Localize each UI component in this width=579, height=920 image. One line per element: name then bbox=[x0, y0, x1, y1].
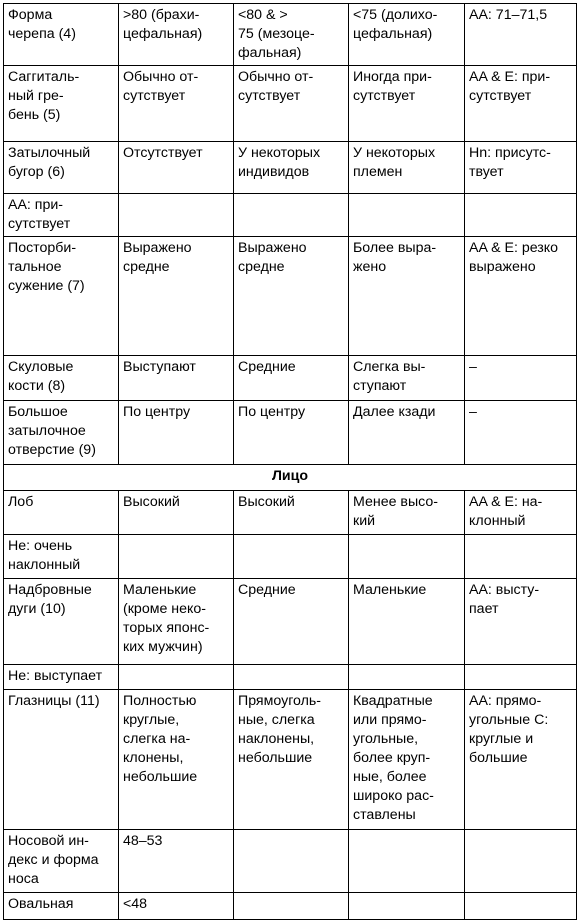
table-row bbox=[4, 579, 577, 665]
table-cell bbox=[349, 665, 465, 690]
table-cell: AA & E: на- клонный bbox=[465, 491, 577, 535]
table-cell bbox=[119, 665, 234, 690]
table-cell bbox=[119, 535, 234, 579]
table-cell: Более выра- жено bbox=[349, 237, 465, 356]
table-cell: У некоторых индивидов bbox=[234, 142, 349, 194]
table-row bbox=[4, 66, 577, 142]
table-cell: По центру bbox=[119, 401, 234, 465]
table-row bbox=[4, 690, 577, 830]
table-cell: AA: 71–71,5 bbox=[465, 4, 577, 66]
table-cell: Глазницы (11) bbox=[4, 690, 119, 830]
table-cell: Скуловые кости (8) bbox=[4, 356, 119, 401]
table-cell: Обычно от- сутствует bbox=[119, 66, 234, 142]
table-cell: Далее кзади bbox=[349, 401, 465, 465]
table-cell: <48 bbox=[119, 893, 234, 920]
table-cell: Прямоуголь- ные, слегка наклонены, небольшие bbox=[234, 690, 349, 830]
table-cell: Высокий bbox=[234, 491, 349, 535]
trait-comparison-table bbox=[3, 3, 577, 920]
table-cell: Большое затылочное отверстие (9) bbox=[4, 401, 119, 465]
table-cell: Полностью круглые, слегка на- клонены, небольшие bbox=[119, 690, 234, 830]
table-cell: <75 (долихо- цефальная) bbox=[349, 4, 465, 66]
table-cell: – bbox=[465, 401, 577, 465]
table-cell: Иногда при- сутствует bbox=[349, 66, 465, 142]
table-cell: <80 & > 75 (мезоце- фальная) bbox=[234, 4, 349, 66]
table-row bbox=[4, 194, 577, 237]
table-cell bbox=[349, 535, 465, 579]
table-row bbox=[4, 237, 577, 356]
table-cell: Hn: присутс- твует bbox=[465, 142, 577, 194]
table-cell: Средние bbox=[234, 356, 349, 401]
table-cell: Менее высо- кий bbox=[349, 491, 465, 535]
table-cell bbox=[465, 665, 577, 690]
table-row bbox=[4, 356, 577, 401]
table-cell bbox=[465, 830, 577, 893]
table-cell: Слегка вы- ступают bbox=[349, 356, 465, 401]
table-cell: AA & E: резко выражено bbox=[465, 237, 577, 356]
table-cell: Высокий bbox=[119, 491, 234, 535]
table-cell: Выступают bbox=[119, 356, 234, 401]
table-row bbox=[4, 142, 577, 194]
table-cell: 48–53 bbox=[119, 830, 234, 893]
table-cell: Носовой ин- декс и форма носа bbox=[4, 830, 119, 893]
table-cell: Не: очень наклонный bbox=[4, 535, 119, 579]
table-cell: Затылочный бугор (6) bbox=[4, 142, 119, 194]
table-cell: У некоторых племен bbox=[349, 142, 465, 194]
table-cell bbox=[234, 194, 349, 237]
table-cell bbox=[349, 893, 465, 920]
table-row bbox=[4, 4, 577, 66]
table-cell bbox=[234, 535, 349, 579]
table-cell: Не: выступает bbox=[4, 665, 119, 690]
table-cell bbox=[349, 830, 465, 893]
table-row bbox=[4, 893, 577, 920]
table-cell: AA: высту- пает bbox=[465, 579, 577, 665]
table-cell: Маленькие (кроме неко- торых японс- ких мужчин) bbox=[119, 579, 234, 665]
table-cell: Овальная bbox=[4, 893, 119, 920]
table-cell: Квадратные или прямо- угольные, более круп- ные, более широко рас- ставлены bbox=[349, 690, 465, 830]
table-cell: По центру bbox=[234, 401, 349, 465]
table-cell bbox=[349, 194, 465, 237]
table-cell bbox=[465, 893, 577, 920]
table-cell: Саггиталь- ный гре- бень (5) bbox=[4, 66, 119, 142]
table-cell bbox=[465, 535, 577, 579]
table-cell: Посторби- тальное сужение (7) bbox=[4, 237, 119, 356]
table-cell: AA: прямо- угольные С: круглые и большие bbox=[465, 690, 577, 830]
section-heading: Лицо bbox=[4, 465, 577, 491]
table-cell: AA & E: при- сутствует bbox=[465, 66, 577, 142]
table-row bbox=[4, 491, 577, 535]
table-cell: Выражено средне bbox=[234, 237, 349, 356]
table-cell: Форма черепа (4) bbox=[4, 4, 119, 66]
table-cell: Маленькие bbox=[349, 579, 465, 665]
table-cell: Отсутствует bbox=[119, 142, 234, 194]
table-cell bbox=[234, 893, 349, 920]
table-cell: Средние bbox=[234, 579, 349, 665]
table-cell: Лоб bbox=[4, 491, 119, 535]
table-row bbox=[4, 830, 577, 893]
table-cell: AA: при- сутствует bbox=[4, 194, 119, 237]
table-cell: Выражено средне bbox=[119, 237, 234, 356]
table-cell: Надбровные дуги (10) bbox=[4, 579, 119, 665]
table-cell bbox=[119, 194, 234, 237]
table-row bbox=[4, 401, 577, 465]
table-cell bbox=[465, 194, 577, 237]
table-cell: – bbox=[465, 356, 577, 401]
table-cell: Обычно от- сутствует bbox=[234, 66, 349, 142]
table-row bbox=[4, 665, 577, 690]
table-cell bbox=[234, 830, 349, 893]
table-row bbox=[4, 535, 577, 579]
table-section-row bbox=[4, 465, 577, 491]
table-cell bbox=[234, 665, 349, 690]
table-cell: >80 (брахи- цефальная) bbox=[119, 4, 234, 66]
